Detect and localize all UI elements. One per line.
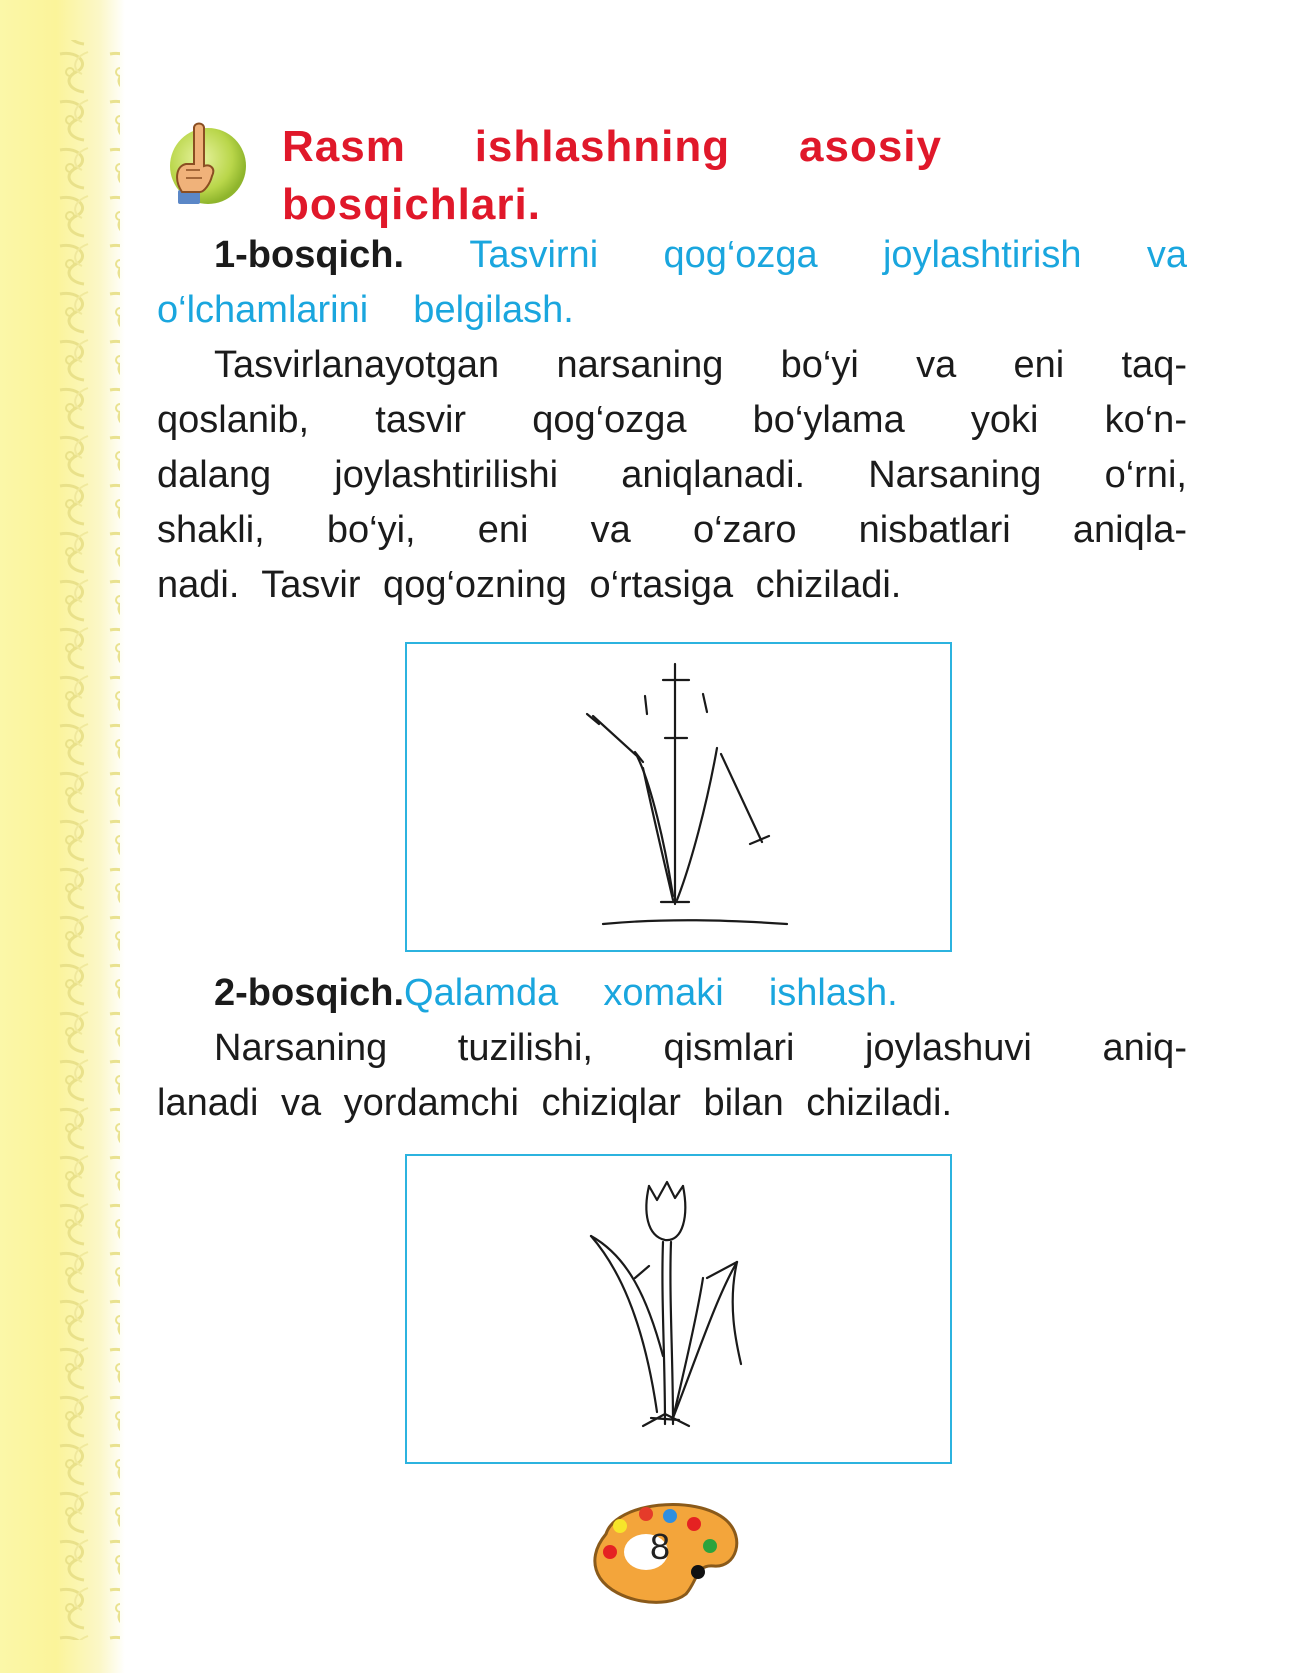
word: va: [916, 344, 957, 386]
step-2-body: [157, 1021, 1187, 1131]
word: dalang: [157, 454, 272, 496]
word: aniqlanadi.: [621, 454, 806, 496]
ornament-pattern: [0, 0, 125, 1673]
word: tasvir: [375, 399, 467, 441]
word: nisbatlari: [858, 509, 1011, 551]
step-2-label: 2-bosqich.: [214, 972, 405, 1014]
word: narsaning: [556, 344, 724, 386]
word: eni: [477, 509, 529, 551]
step-1-label: 1-bosqich.: [214, 234, 405, 276]
decorative-border: [0, 0, 125, 1673]
heading-word: ishlashning: [474, 122, 731, 171]
word: eni: [1013, 344, 1065, 386]
word: bo‘yi: [780, 344, 859, 386]
step-1-title-line-2: o‘lchamlarini belgilash.: [157, 289, 574, 331]
word: shakli,: [157, 509, 265, 551]
placement-sketch: [407, 644, 950, 950]
tulip-sketch: [407, 1156, 950, 1462]
word: Narsaning: [868, 454, 1042, 496]
word: yoki: [970, 399, 1039, 441]
step-2-title: [157, 966, 1187, 1021]
figure-step-2: [405, 1154, 952, 1464]
step-2-title-text: Qalamda xomaki ishlash.: [404, 972, 898, 1014]
word: va: [590, 509, 631, 551]
body-line: [157, 393, 1187, 448]
word: tuzilishi,: [457, 1027, 593, 1069]
word: joylashtirilishi: [334, 454, 559, 496]
step-1-title-word: qog‘ozga: [663, 234, 818, 276]
word: ko‘n-: [1104, 399, 1187, 441]
body-line: [157, 448, 1187, 503]
word: qismlari: [663, 1027, 795, 1069]
step-1-title-word: Tasvirni: [469, 234, 599, 276]
word: qoslanib,: [157, 399, 310, 441]
body-line: [157, 503, 1187, 558]
word: Narsaning: [214, 1027, 388, 1069]
step-1-title-word: va: [1146, 234, 1187, 276]
body-line: lanadi va yordamchi chiziqlar bilan chiziladi.: [157, 1082, 953, 1124]
step-1-title: [157, 228, 1187, 338]
hint-marker: [160, 120, 248, 212]
body-line: [157, 338, 1187, 393]
word: aniq-: [1102, 1027, 1187, 1069]
step-1-title-word: joylashtirish: [882, 234, 1082, 276]
word: aniqla-: [1072, 509, 1187, 551]
word: qog‘ozga: [532, 399, 687, 441]
heading-word: asosiy: [799, 122, 942, 171]
word: Tasvirlanayotgan: [214, 344, 500, 386]
heading-line-2: bosqichlari.: [282, 180, 541, 229]
step-1-body: [157, 338, 1187, 613]
body-line: [157, 1021, 1187, 1076]
word: joylashuvi: [865, 1027, 1032, 1069]
word: bo‘yi,: [326, 509, 416, 551]
word: o‘zaro: [692, 509, 797, 551]
body-line: nadi. Tasvir qog‘ozning o‘rtasiga chiziladi.: [157, 564, 902, 606]
section-heading: [282, 118, 942, 234]
heading-word: Rasm: [282, 122, 406, 171]
pointing-finger-icon: [160, 120, 248, 212]
figure-step-1: [405, 642, 952, 952]
word: o‘rni,: [1104, 454, 1187, 496]
page-number: 8: [649, 1526, 671, 1567]
word: taq-: [1121, 344, 1187, 386]
word: bo‘ylama: [752, 399, 905, 441]
